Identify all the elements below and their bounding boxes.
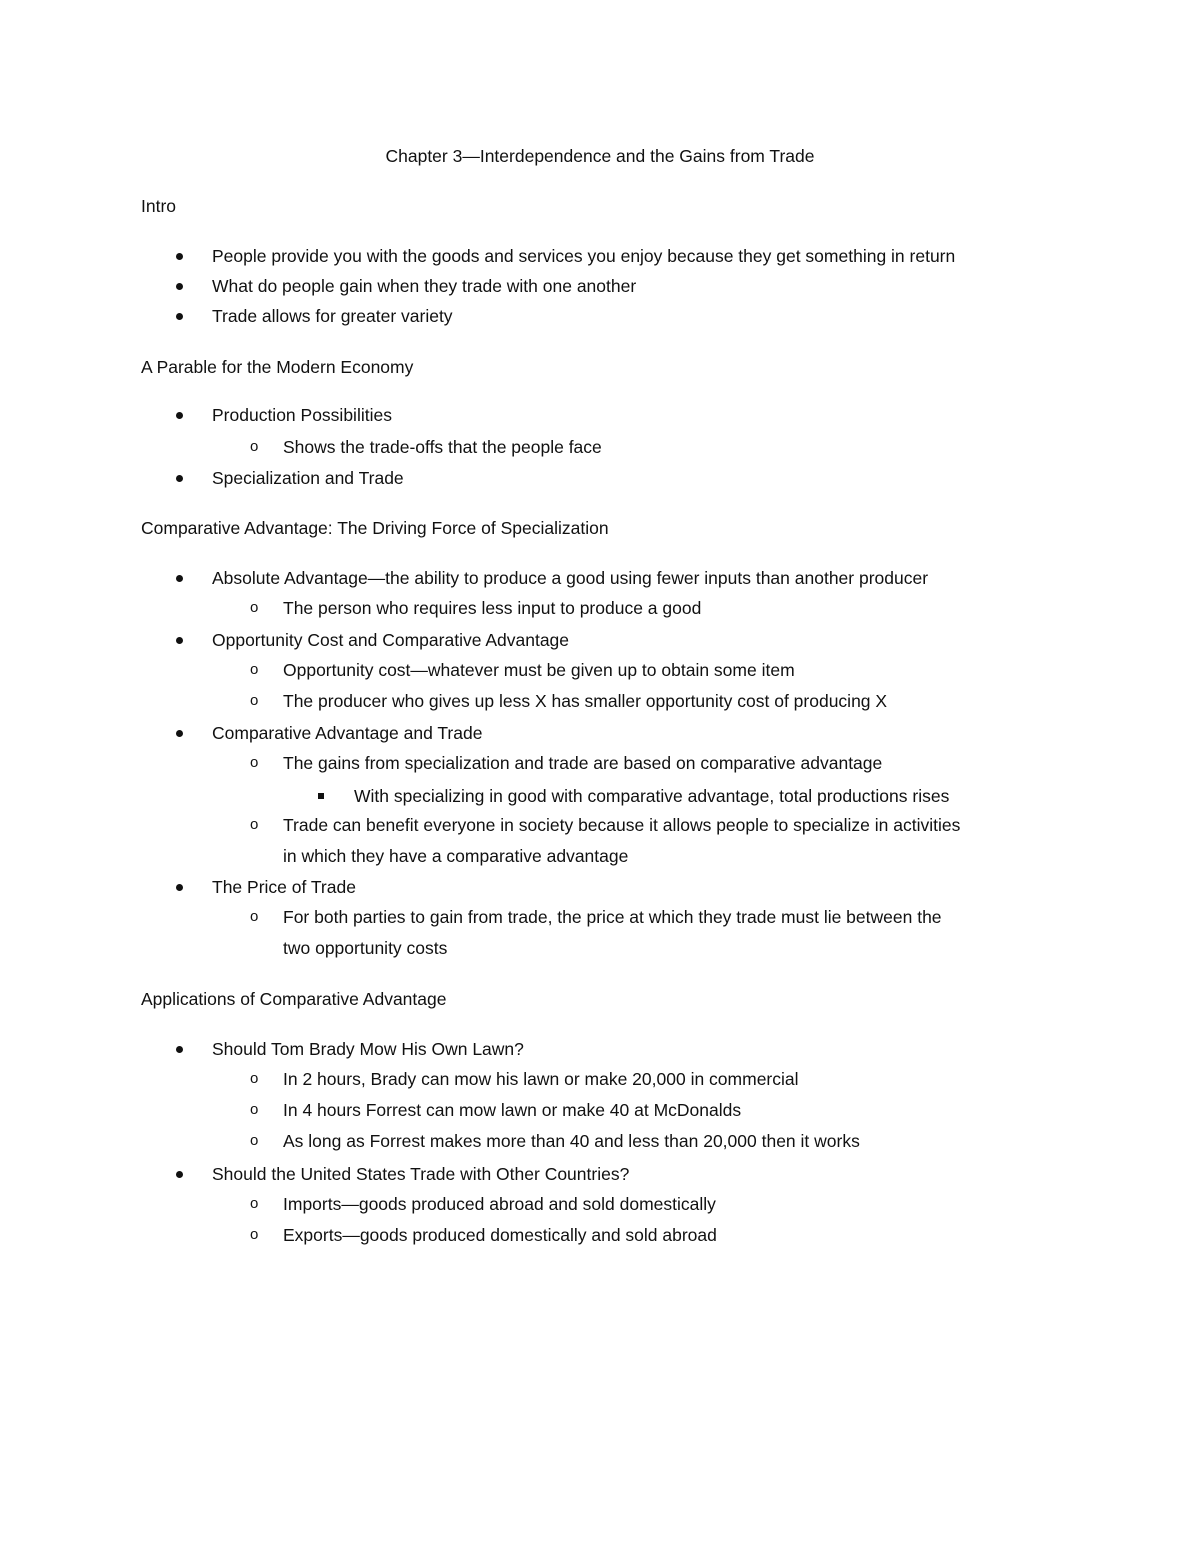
list-item: Production Possibilities <box>212 404 392 426</box>
circle-bullet-icon: o <box>250 1101 259 1118</box>
circle-bullet-icon: o <box>250 816 259 833</box>
list-item: What do people gain when they trade with one another <box>212 275 636 297</box>
bullet-icon <box>176 575 183 582</box>
list-item: The Price of Trade <box>212 876 356 898</box>
bullet-icon <box>176 412 183 419</box>
bullet-icon <box>176 884 183 891</box>
bullet-icon <box>176 313 183 320</box>
list-item: Opportunity Cost and Comparative Advantage <box>212 629 569 651</box>
list-item: o The person who requires less input to produce a good <box>250 598 702 618</box>
list-item: o Opportunity cost—whatever must be given up to obtain some item <box>250 660 795 680</box>
bullet-icon <box>176 475 183 482</box>
bullet-icon <box>176 283 183 290</box>
list-item: o The producer who gives up less X has smaller opportunity cost of producing X <box>250 691 888 711</box>
section-heading-comparative: Comparative Advantage: The Driving Force of Specialization <box>141 518 609 538</box>
circle-bullet-icon: o <box>250 661 259 678</box>
circle-bullet-icon: o <box>250 692 259 709</box>
list-item: o Shows the trade-offs that the people face <box>250 437 602 457</box>
list-item: People provide you with the goods and services you enjoy because they get something in return <box>212 245 955 267</box>
list-item: Should Tom Brady Mow His Own Lawn? <box>212 1038 524 1060</box>
list-item: o Exports—goods produced domestically and sold abroad <box>250 1225 717 1245</box>
circle-bullet-icon: o <box>250 908 259 925</box>
list-item: Should the United States Trade with Other Countries? <box>212 1163 629 1185</box>
list-item: Trade allows for greater variety <box>212 305 453 327</box>
list-item: With specializing in good with comparative advantage, total productions rises <box>354 785 949 807</box>
list-item-continuation: two opportunity costs <box>283 938 448 958</box>
circle-bullet-icon: o <box>250 1132 259 1149</box>
list-item: Comparative Advantage and Trade <box>212 722 482 744</box>
bullet-icon <box>176 1171 183 1178</box>
circle-bullet-icon: o <box>250 1226 259 1243</box>
bullet-icon <box>176 1046 183 1053</box>
list-item: Absolute Advantage—the ability to produce a good using fewer inputs than another producer <box>212 567 928 589</box>
page-title: Chapter 3—Interdependence and the Gains from Trade <box>385 146 815 166</box>
square-bullet-icon <box>318 793 324 799</box>
circle-bullet-icon: o <box>250 754 259 771</box>
section-heading-parable: A Parable for the Modern Economy <box>141 357 414 377</box>
list-item: o In 2 hours, Brady can mow his lawn or make 20,000 in commercial <box>250 1069 799 1089</box>
section-heading-applications: Applications of Comparative Advantage <box>141 989 447 1009</box>
section-heading-intro: Intro <box>141 196 177 216</box>
circle-bullet-icon: o <box>250 1195 259 1212</box>
list-item: o For both parties to gain from trade, the price at which they trade must lie between the <box>250 907 942 927</box>
bullet-icon <box>176 253 183 260</box>
bullet-icon <box>176 637 183 644</box>
list-item: o Trade can benefit everyone in society because it allows people to specialize in activities <box>250 815 961 835</box>
list-item: o Imports—goods produced abroad and sold domestically <box>250 1194 716 1214</box>
list-item: o As long as Forrest makes more than 40 and less than 20,000 then it works <box>250 1131 860 1151</box>
circle-bullet-icon: o <box>250 438 259 455</box>
bullet-icon <box>176 730 183 737</box>
list-item: Specialization and Trade <box>212 467 404 489</box>
list-item: o The gains from specialization and trade are based on comparative advantage <box>250 753 883 773</box>
list-item-continuation: in which they have a comparative advantage <box>283 846 629 866</box>
list-item: o In 4 hours Forrest can mow lawn or make 40 at McDonalds <box>250 1100 742 1120</box>
circle-bullet-icon: o <box>250 599 259 616</box>
circle-bullet-icon: o <box>250 1070 259 1087</box>
